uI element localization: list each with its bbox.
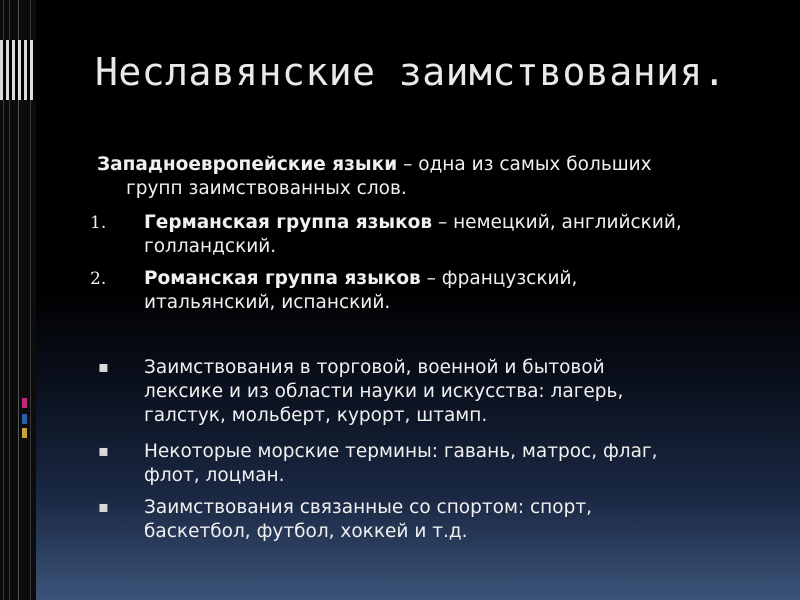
numbered-item <box>90 211 770 259</box>
bullet-item <box>90 356 770 428</box>
numbered-item-rest-line2: голландский. <box>144 236 277 257</box>
bullet-item <box>90 496 770 544</box>
numbered-item-term: Германская группа языков <box>144 212 433 233</box>
bullet-line: Заимствования связанные со спортом: спорт, <box>144 497 593 518</box>
numbered-item-term: Романская группа языков <box>144 268 421 289</box>
numbered-item-rest: – французский, <box>420 268 578 289</box>
list-number: 1. <box>90 213 107 233</box>
numbered-item-rest: – немецкий, английский, <box>432 212 682 233</box>
bullet-marker: ▪ <box>98 441 109 460</box>
intro-term: Западноевропейские языки <box>97 154 398 175</box>
numbered-item-rest-line2: итальянский, испанский. <box>144 292 391 313</box>
numbered-item <box>90 267 770 315</box>
bullet-marker: ▪ <box>98 357 109 376</box>
bullet-line: галстук, мольберт, курорт, штамп. <box>144 405 488 426</box>
bullet-line: лексике и из области науки и искусства: лагерь, <box>144 381 624 402</box>
bullet-line: флот, лоцман. <box>144 465 285 486</box>
bullet-marker: ▪ <box>98 497 109 516</box>
bullet-line: баскетбол, футбол, хоккей и т.д. <box>144 521 468 542</box>
list-number: 2. <box>90 269 107 289</box>
slide-title: Неславянские заимствования. <box>95 50 727 94</box>
intro-rest: – одна из самых больших <box>397 154 652 175</box>
intro-paragraph <box>97 153 737 201</box>
bullet-line: Некоторые морские термины: гавань, матрос, флаг, <box>144 441 658 462</box>
bullet-line: Заимствования в торговой, военной и бытовой <box>144 357 605 378</box>
intro-rest-line2: групп заимствованных слов. <box>126 178 407 199</box>
bullet-item <box>90 440 770 488</box>
